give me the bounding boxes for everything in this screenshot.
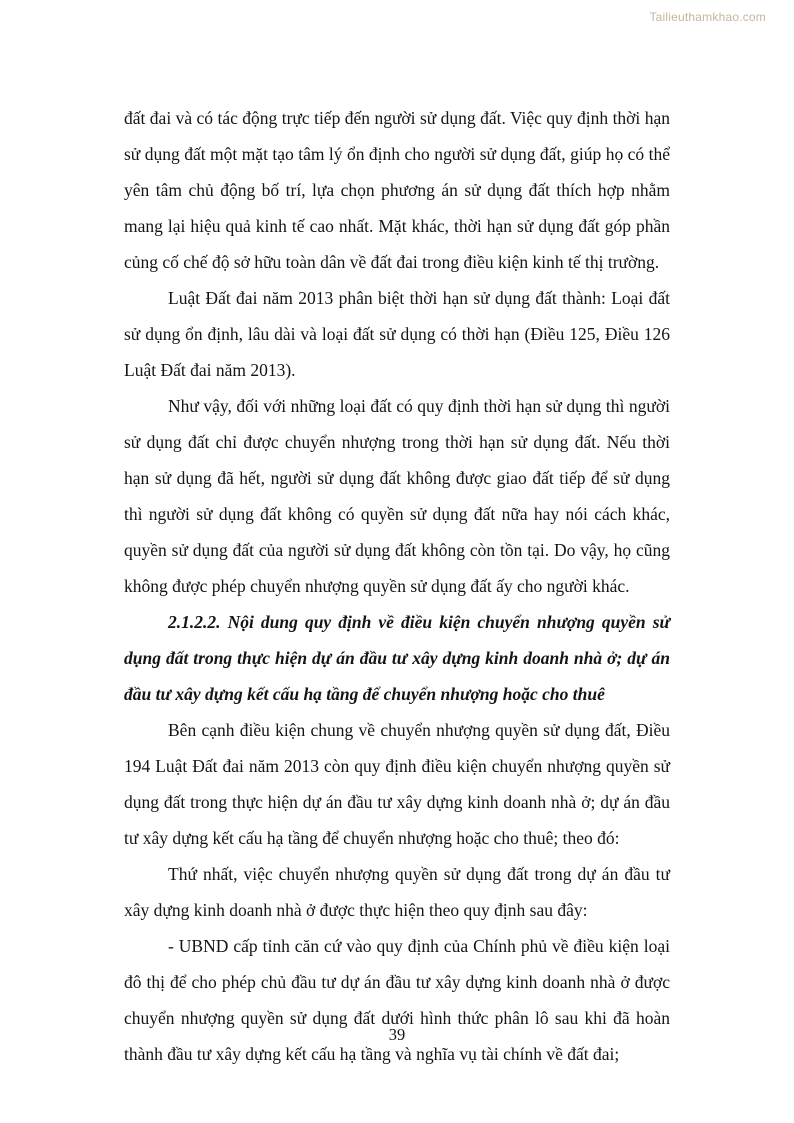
page-number: 39 — [388, 1025, 406, 1044]
paragraph-2: Luật Đất đai năm 2013 phân biệt thời hạn sử dụng đất thành: Loại đất sử dụng ổn định, lâu dài và loại đất sử dụng có thời hạn (Điều 125, Điều 126 Luật Đất đai năm 2013). — [124, 288, 670, 380]
paragraph-1: đất đai và có tác động trực tiếp đến người sử dụng đất. Việc quy định thời hạn sử dụng đất một mặt tạo tâm lý ổn định cho người sử dụng đất, giúp họ có thể yên tâm chủ động bố trí, lựa chọn phương án sử dụng đất thích hợp nhằm mang lại hiệu quả kinh tế cao nhất. Mặt khác, thời hạn sử dụng đất góp phần củng cố chế độ sở hữu toàn dân về đất đai trong điều kiện kinh tế thị trường. — [124, 108, 670, 272]
page-body — [124, 100, 670, 1072]
paragraph-4: Bên cạnh điều kiện chung về chuyển nhượng quyền sử dụng đất, Điều 194 Luật Đất đai năm 2013 còn quy định điều kiện chuyển nhượng quyền sử dụng đất trong thực hiện dự án đầu tư xây dựng kinh doanh nhà ở; dự án đầu tư xây dựng kết cấu hạ tầng để chuyển nhượng hoặc cho thuê; theo đó: — [124, 720, 670, 848]
watermark-text: Tailieuthamkhao.com — [649, 10, 766, 24]
paragraph-6: - UBND cấp tỉnh căn cứ vào quy định của Chính phủ về điều kiện loại đô thị để cho phép chủ đầu tư dự án đầu tư xây dựng kinh doanh nhà ở được chuyển nhượng quyền sử dụng đất dưới hình thức phân lô sau khi đã hoàn thành đầu tư xây dựng kết cấu hạ tầng và nghĩa vụ tài chính về đất đai; — [124, 936, 670, 1064]
paragraph-3: Như vậy, đối với những loại đất có quy định thời hạn sử dụng thì người sử dụng đất chỉ được chuyển nhượng trong thời hạn sử dụng đất. Nếu thời hạn sử dụng đã hết, người sử dụng đất không được giao đất tiếp để sử dụng thì người sử dụng đất không có quyền sử dụng đất nữa hay nói cách khác, quyền sử dụng đất của người sử dụng đất không còn tồn tại. Do vậy, họ cũng không được phép chuyển nhượng quyền sử dụng đất ấy cho người khác. — [124, 396, 670, 596]
section-heading-2-1-2-2: 2.1.2.2. Nội dung quy định về điều kiện chuyển nhượng quyền sử dụng đất trong thực hiện dự án đầu tư xây dựng kinh doanh nhà ở; dự án đầu tư xây dựng kết cấu hạ tầng để chuyển nhượng hoặc cho thuê — [124, 612, 670, 704]
paragraph-5: Thứ nhất, việc chuyển nhượng quyền sử dụng đất trong dự án đầu tư xây dựng kinh doanh nhà ở được thực hiện theo quy định sau đây: — [124, 864, 670, 920]
